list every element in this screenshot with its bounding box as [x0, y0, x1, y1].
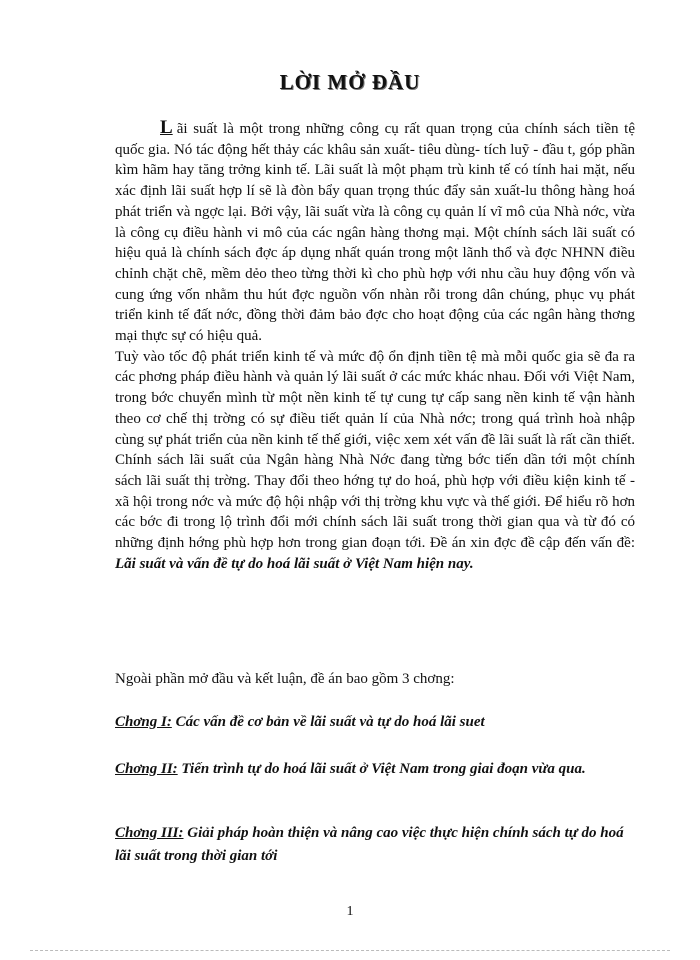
paragraph-2 [115, 347, 635, 575]
paragraph-1-text: ãi suất là một trong những công cụ rất quan trọng của chính sách tiền tệ quốc gia. Nó tác động hết thảy các khâu sản xuất- tiêu dùng- tích luỹ - đầu t, góp phần kìm hãm hay tăng trởng kinh tế. Lãi suất là một phạm trù kinh tế có tính hai mặt, nếu xác định lãi suất hợp lí sẽ là đòn bẩy quan trọng thúc đẩy sản xuất-lu thông hàng hoá phát triển và ngợc lại. Bởi vậy, lãi suất vừa là công cụ quản lí vĩ mô của Nhà nớc, vừa là công cụ điều hành vi mô của các ngân hàng thơng mại. Một chính sách lãi suất có hiệu quả là chính sách đợc áp dụng nhất quán trong một lãnh thổ và đợc NHNN điều chỉnh chặt chẽ, mềm dẻo theo từng thời kì cho phù hợp với nhu cầu huy động vốn và cung ứng vốn nhằm thu hút đợc nguồn vốn nhàn rỗi trong dân chúng, phục vụ phát triển kinh tế đất nớc, đồng thời đảm bảo đợc cho hoạt động của các ngân hàng thơng mại thực sự có hiệu quả. [115, 121, 635, 345]
page-number: 1 [346, 904, 354, 919]
chapter-1-title: Các vấn đề cơ bản về lãi suất và tự do hoá lãi suet [175, 714, 485, 730]
paragraph-2-text: Tuỳ vào tốc độ phát triển kinh tế và mức độ ổn định tiền tệ mà mỗi quốc gia sẽ đa ra các phơng pháp điều hành và quản lý lãi suất ở các mức khác nhau. Đối với Việt Nam, trong bớc chuyển mình từ một nền kinh tế tự cung tự cấp sang nền kinh tế vận hành theo cơ chế thị trờng có sự điều tiết quản lí của Nhà nớc; trong quá trình hoà nhập cùng sự phát triển của nền kinh tế thế giới, việc xem xét vấn đề lãi suất là rất cần thiết. Chính sách lãi suất của Ngân hàng Nhà Nớc đang từng bớc tiến dần tới một chính sách lãi suất thị trờng. Thay đổi theo hớng tự do hoá, phù hợp với điều kiện kinh tế - xã hội trong nớc và mức độ hội nhập với thị trờng khu vực và thế giới. Để hiểu rõ hơn các bớc đi trong lộ trình đổi mới chính sách lãi suất trong thời gian qua và từ đó có những định hớng phù hợp hơn trong gian đoạn tới. Đề án xin đợc đề cập đến vấn đề: [115, 348, 635, 552]
page-bottom-divider [30, 950, 670, 951]
chapter-2-title: Tiến trình tự do hoá lãi suất ở Việt Nam trong giai đoạn vừa qua. [181, 761, 586, 777]
chapter-2 [115, 758, 635, 781]
chapter-3 [115, 822, 635, 868]
chapters-intro: Ngoài phần mở đầu và kết luận, đề án bao gồm 3 chơng: [115, 671, 455, 687]
chapter-1 [115, 711, 635, 734]
chapter-3-title: Giải pháp hoàn thiện và nâng cao việc thực hiện chính sách tự do hoá lãi suất trong thời gian tới [115, 825, 624, 864]
topic-title: Lãi suất và vấn đề tự do hoá lãi suất ở Việt Nam hiện nay. [115, 555, 474, 572]
body-text [115, 118, 635, 574]
chapter-1-label: Chơng I: [115, 714, 172, 730]
chapter-3-label: Chơng III: [115, 825, 184, 841]
chapter-2-label: Chơng II: [115, 761, 178, 777]
drop-cap: L [160, 117, 173, 138]
page-title: LỜI MỞ ĐẦU [279, 70, 421, 94]
paragraph-1 [115, 118, 635, 347]
